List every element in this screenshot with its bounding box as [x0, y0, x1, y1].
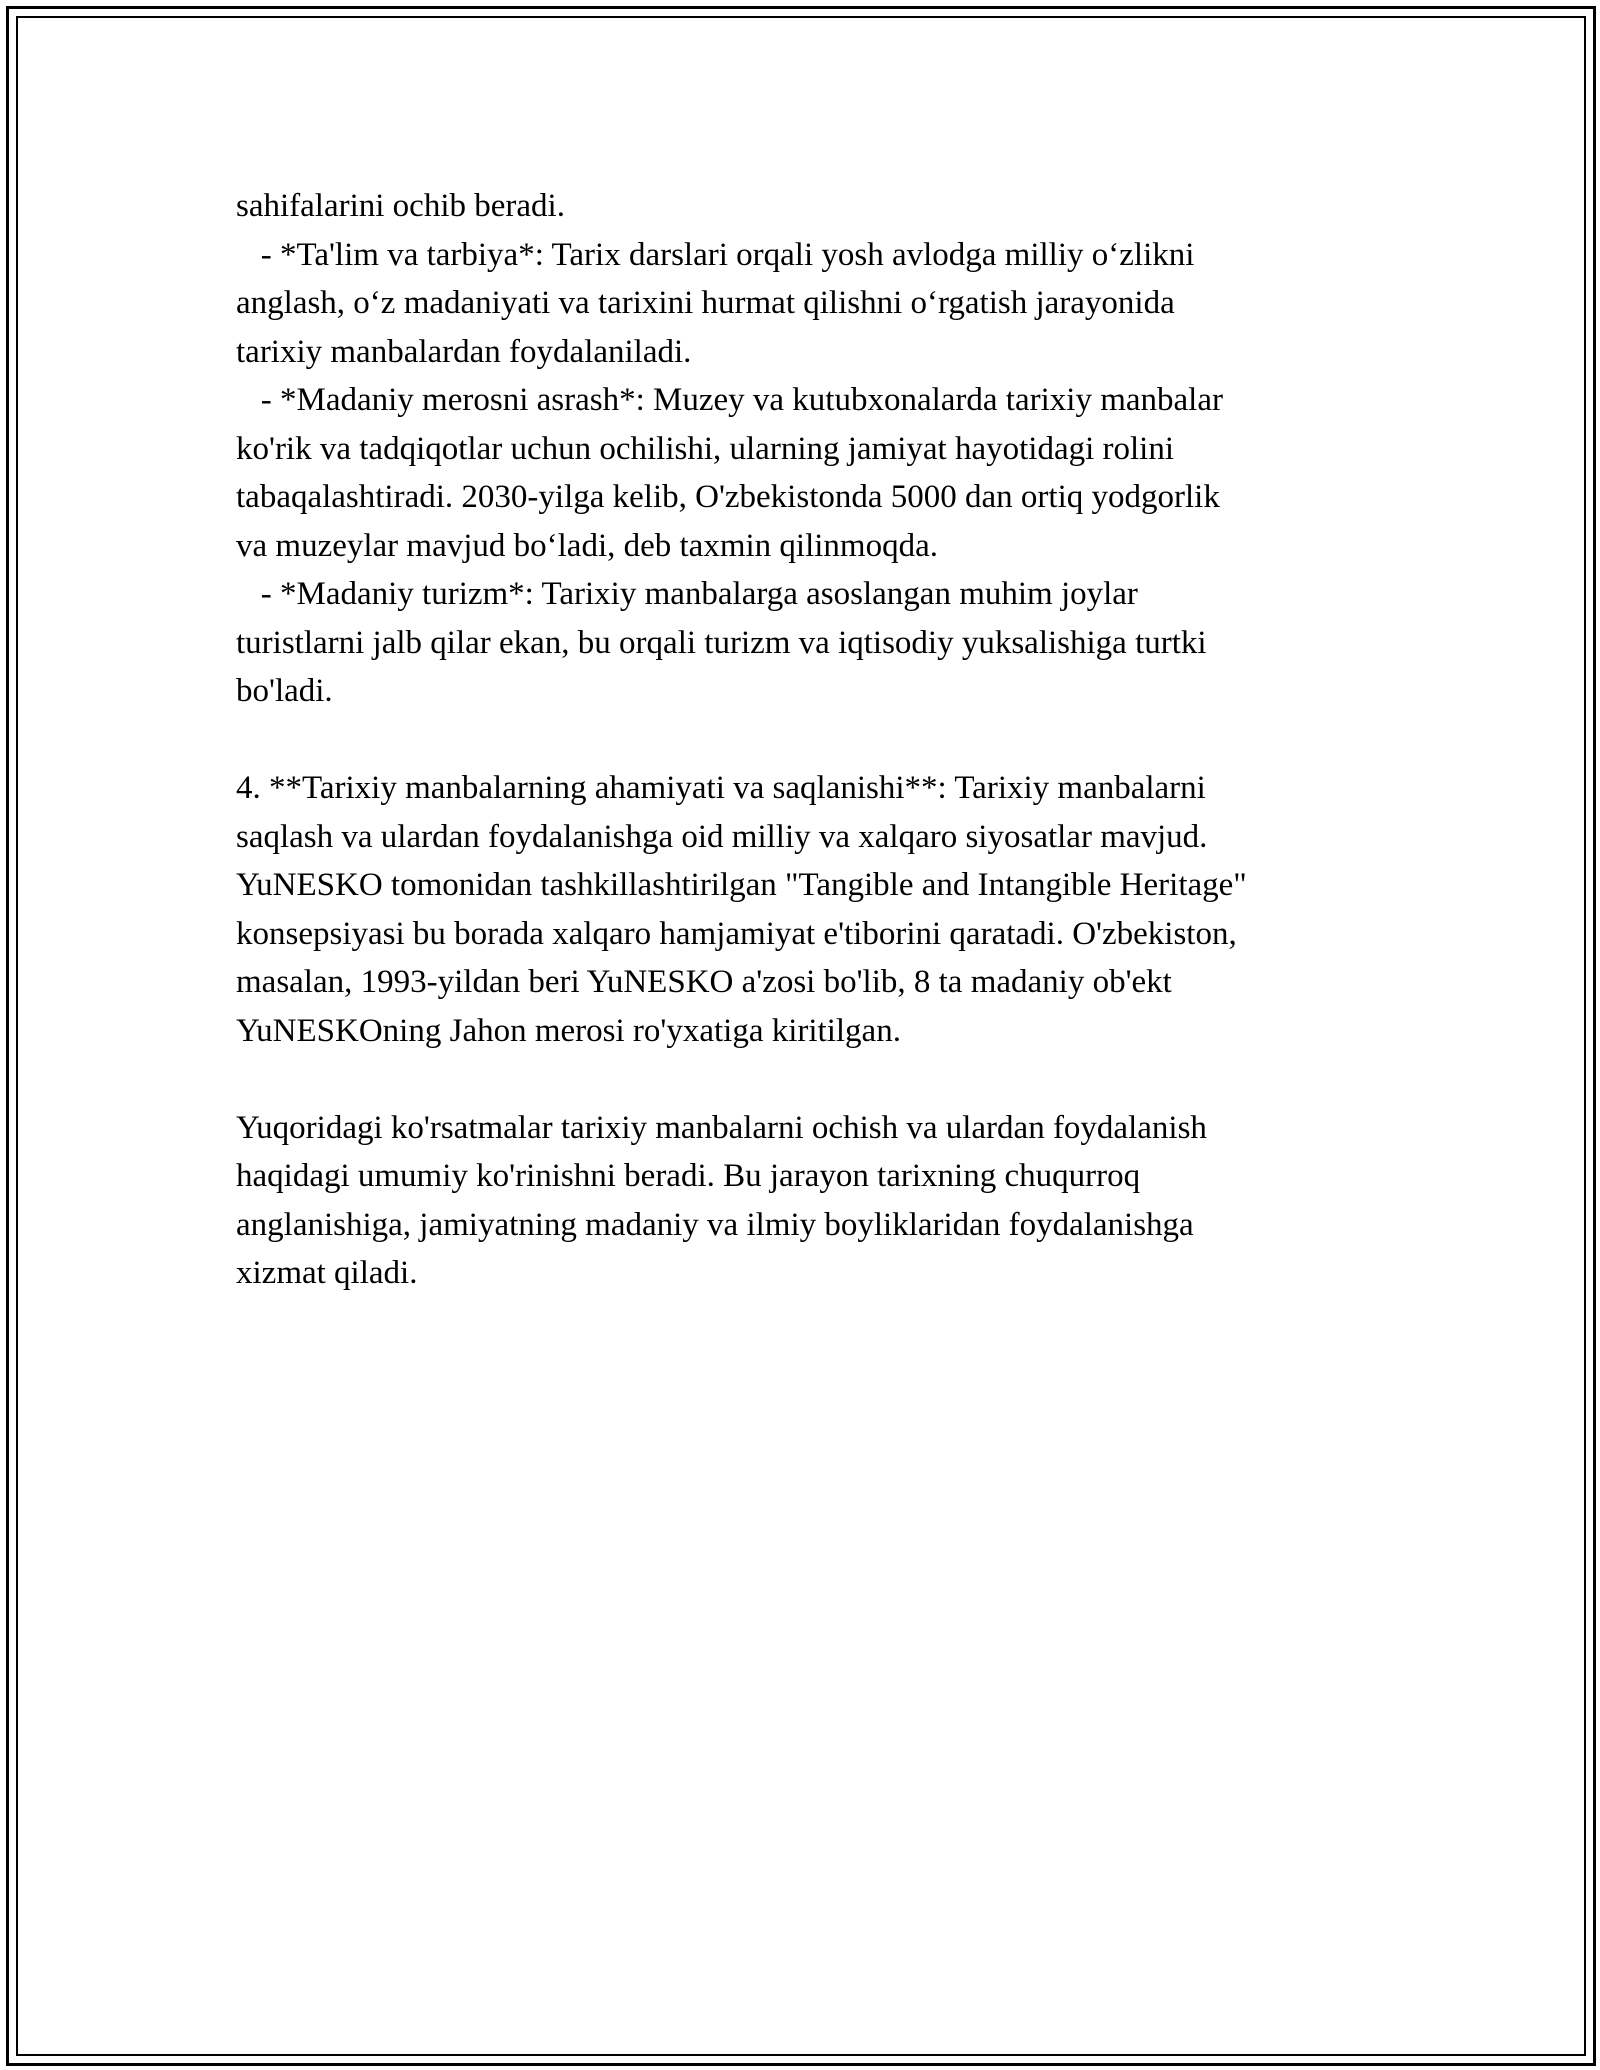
paragraph-spacer — [236, 716, 1396, 765]
text-line: YuNESKOning Jahon merosi ro'yxatiga kiritilgan. — [236, 1012, 901, 1049]
paragraph-section-4 — [236, 764, 1396, 1055]
text-line: anglanishiga, jamiyatning madaniy va ilmiy boyliklaridan foydalanishga — [236, 1206, 1194, 1243]
text-line: tabaqalashtiradi. 2030-yilga kelib, O'zbekistonda 5000 dan ortiq yodgorlik — [236, 479, 1220, 515]
text-line: va muzeylar mavjud bo‘ladi, deb taxmin qilinmoqda. — [236, 527, 938, 564]
paragraph-spacer — [236, 1055, 1396, 1104]
text-line: haqidagi umumiy ko'rinishni beradi. Bu jarayon tarixning chuqurroq — [236, 1158, 1141, 1194]
text-line: masalan, 1993-yildan beri YuNESKO a'zosi bo'lib, 8 ta madaniy ob'ekt — [236, 964, 1172, 1000]
text-line: - *Ta'lim va tarbiya*: Tarix darslari orqali yosh avlodga milliy o‘zlikni — [236, 236, 1195, 273]
text-line: Yuqoridagi ko'rsatmalar tarixiy manbalarni ochish va ulardan foydalanish — [236, 1109, 1207, 1146]
text-line: YuNESKO tomonidan tashkillashtirilgan "Tangible and Intangible Heritage" — [236, 867, 1247, 903]
paragraph-conclusion — [236, 1104, 1396, 1298]
text-line: xizmat qiladi. — [236, 1255, 418, 1291]
text-line: konsepsiyasi bu borada xalqaro hamjamiyat e'tiborini qaratadi. O'zbekiston, — [236, 915, 1237, 952]
paragraph-list-items — [236, 182, 1396, 716]
text-line: turistlarni jalb qilar ekan, bu orqali turizm va iqtisodiy yuksalishiga turtki — [236, 624, 1207, 661]
text-line: 4. **Tarixiy manbalarning ahamiyati va saqlanishi**: Tarixiy manbalarni — [236, 770, 1206, 806]
text-line: ko'rik va tadqiqotlar uchun ochilishi, ularning jamiyat hayotidagi rolini — [236, 430, 1175, 467]
text-line: - *Madaniy merosni asrash*: Muzey va kutubxonalarda tarixiy manbalar — [236, 382, 1223, 418]
text-line: - *Madaniy turizm*: Tarixiy manbalarga asoslangan muhim joylar — [236, 576, 1138, 612]
text-line: sahifalarini ochib beradi. — [236, 188, 565, 224]
document-body — [236, 182, 1396, 1298]
text-line: saqlash va ulardan foydalanishga oid milliy va xalqaro siyosatlar mavjud. — [236, 818, 1208, 855]
text-line: tarixiy manbalardan foydalaniladi. — [236, 333, 692, 370]
text-line: anglash, o‘z madaniyati va tarixini hurmat qilishni o‘rgatish jarayonida — [236, 285, 1175, 321]
text-line: bo'ladi. — [236, 673, 333, 709]
